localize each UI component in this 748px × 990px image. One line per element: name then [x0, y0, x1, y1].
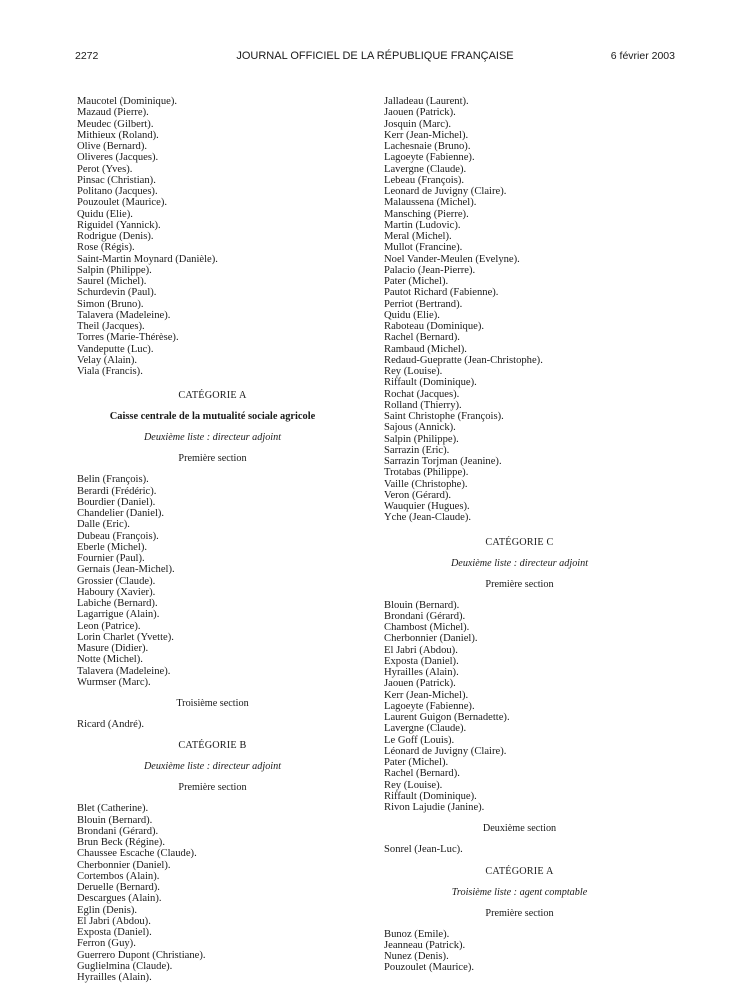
right-column — [384, 96, 656, 974]
list-item: Saint-Martin Moynard (Danièle). — [77, 253, 218, 265]
list-item: Oliveres (Jacques). — [77, 152, 159, 164]
list-item: Masure (Didier). — [77, 643, 149, 654]
list-item: Sonrel (Jean-Luc). — [384, 844, 463, 856]
left-column — [77, 96, 349, 983]
section-heading: Première section — [178, 782, 247, 794]
list-item: Labiche (Bernard). — [77, 598, 158, 609]
list-item: Mansching (Pierre). — [384, 208, 469, 220]
name-list — [77, 96, 349, 377]
list-item: Pautot Richard (Fabienne). — [384, 287, 499, 299]
list-item: Hyrailles (Alain). — [384, 667, 459, 678]
list-item: Rambaud (Michel). — [384, 343, 467, 355]
list-item: Olive (Bernard). — [77, 141, 148, 152]
list-item: Raboteau (Dominique). — [384, 321, 485, 332]
list-item: Jaouen (Patrick). — [384, 107, 456, 119]
list-item: Wurmser (Marc). — [77, 676, 151, 688]
list-item: Sajous (Annick). — [384, 422, 456, 434]
list-item: Léonard de Juvigny (Claire). — [384, 745, 507, 757]
list-item: Notte (Michel). — [77, 654, 143, 666]
list-item: Brun Beck (Régine). — [77, 837, 165, 848]
list-item: Leon (Patrice). — [77, 620, 141, 632]
list-item: Kerr (Jean-Michel). — [384, 689, 469, 701]
list-item: Talavera (Madeleine). — [77, 665, 171, 677]
list-item: Bourdier (Daniel). — [77, 496, 156, 508]
list-item: Rey (Louise). — [384, 779, 443, 791]
list-item: Lagoeyte (Fabienne). — [384, 152, 475, 164]
page-number: 2272 — [75, 50, 99, 62]
list-item: Theil (Jacques). — [77, 321, 145, 332]
list-item: Dalle (Eric). — [77, 519, 130, 531]
list-item: Pouzoulet (Maurice). — [384, 962, 475, 974]
list-item: Bunoz (Emile). — [384, 928, 450, 940]
list-item: Wauquier (Hugues). — [384, 501, 470, 512]
list-item: Guglielmina (Claude). — [77, 960, 173, 972]
name-list — [384, 844, 656, 855]
list-item: Veron (Gérard). — [384, 489, 452, 501]
list-item: Malaussena (Michel). — [384, 197, 477, 209]
list-item: Brondani (Gérard). — [77, 825, 159, 837]
list-item: Eglin (Denis). — [77, 904, 138, 916]
list-item: Rolland (Thierry). — [384, 399, 462, 411]
list-item: Josquin (Marc). — [384, 118, 452, 130]
list-item: Eberle (Michel). — [77, 541, 148, 553]
list-item: Politano (Jacques). — [77, 186, 158, 197]
section-heading: Deuxième section — [482, 823, 557, 835]
list-item: Deruelle (Bernard). — [77, 882, 160, 893]
list-item: Rodrigue (Denis). — [77, 231, 154, 242]
list-item: Lebeau (François). — [384, 174, 465, 186]
list-item: Lavergne (Claude). — [384, 723, 467, 735]
list-item: Lagarrigue (Alain). — [77, 609, 160, 621]
list-item: Riffault (Dominique). — [384, 377, 477, 389]
list-item: Salpin (Philippe). — [384, 433, 459, 445]
list-item: El Jabri (Abdou). — [384, 644, 458, 656]
list-item: Viala (Francis). — [77, 366, 143, 377]
list-item: Lagoeyte (Fabienne). — [384, 700, 475, 712]
list-item: El Jabri (Abdou). — [77, 915, 151, 927]
list-item: Chambost (Michel). — [384, 622, 470, 633]
list-title: Troisième liste : agent comptable — [451, 886, 588, 898]
list-item: Yche (Jean-Claude). — [384, 512, 472, 524]
list-item: Maucotel (Dominique). — [77, 96, 178, 107]
list-item: Ferron (Guy). — [77, 938, 136, 950]
section-heading: Première section — [485, 907, 554, 919]
list-item: Lorin Charlet (Yvette). — [77, 631, 174, 643]
list-item: Cherbonnier (Daniel). — [77, 859, 171, 871]
list-item: Pater (Michel). — [384, 276, 449, 287]
list-item: Exposta (Daniel). — [77, 927, 152, 938]
list-item: Perriot (Bertrand). — [384, 298, 463, 310]
journal-title: JOURNAL OFFICIEL DE LA RÉPUBLIQUE FRANÇAISE — [236, 50, 514, 62]
list-item: Rivon Lajudie (Janine). — [384, 802, 485, 813]
list-item: Le Goff (Louis). — [384, 734, 455, 746]
list-item: Jeanneau (Patrick). — [384, 939, 466, 951]
name-list — [77, 719, 349, 730]
list-item: Berardi (Frédéric). — [77, 485, 157, 497]
list-item: Sarrazin Torjman (Jeanine). — [384, 456, 502, 467]
list-item: Dubeau (François). — [77, 530, 159, 542]
list-item: Pouzoulet (Maurice). — [77, 197, 168, 209]
list-item: Rochat (Jacques). — [384, 388, 460, 400]
publication-date: 6 février 2003 — [610, 50, 675, 62]
name-list — [77, 803, 349, 983]
list-item: Pinsac (Christian). — [77, 174, 156, 186]
list-item: Ricard (André). — [77, 719, 145, 730]
list-item: Noel Vander-Meulen (Evelyne). — [384, 253, 520, 265]
list-item: Mithieux (Roland). — [77, 129, 159, 141]
list-item: Meral (Michel). — [384, 231, 452, 242]
list-title: Deuxième liste : directeur adjoint — [143, 432, 282, 444]
list-item: Exposta (Daniel). — [384, 655, 459, 667]
list-item: Perot (Yves). — [77, 163, 133, 175]
list-item: Vaille (Christophe). — [384, 478, 468, 490]
list-item: Cherbonnier (Daniel). — [384, 633, 478, 645]
list-title: Deuxième liste : directeur adjoint — [143, 761, 282, 773]
list-item: Vandeputte (Luc). — [77, 343, 154, 355]
list-item: Meudec (Gilbert). — [77, 118, 154, 130]
list-item: Saint Christophe (François). — [384, 411, 504, 422]
list-item: Rachel (Bernard). — [384, 332, 460, 344]
list-item: Quidu (Elie). — [77, 208, 133, 220]
list-item: Jalladeau (Laurent). — [384, 96, 469, 107]
list-item: Blouin (Bernard). — [384, 599, 460, 611]
name-list — [384, 600, 656, 814]
list-item: Brondani (Gérard). — [384, 610, 466, 622]
list-item: Redaud-Guepratte (Jean-Christophe). — [384, 354, 543, 366]
list-item: Laurent Guigon (Bernadette). — [384, 712, 510, 723]
list-item: Fournier (Paul). — [77, 553, 145, 564]
list-item: Jaouen (Patrick). — [384, 678, 456, 690]
list-item: Talavera (Madeleine). — [77, 309, 171, 321]
list-item: Sarrazin (Eric). — [384, 444, 450, 456]
category-heading: CATÉGORIE A — [178, 390, 247, 402]
list-item: Descargues (Alain). — [77, 893, 162, 905]
list-item: Nunez (Denis). — [384, 951, 449, 962]
list-title: Deuxième liste : directeur adjoint — [450, 557, 589, 569]
list-item: Martin (Ludovic). — [384, 219, 461, 231]
section-heading: Troisième section — [176, 698, 249, 709]
list-item: Chaussee Escache (Claude). — [77, 848, 197, 860]
section-heading: Première section — [485, 578, 554, 590]
list-item: Schurdevin (Paul). — [77, 287, 157, 299]
list-item: Haboury (Xavier). — [77, 586, 156, 598]
list-item: Hyrailles (Alain). — [77, 972, 152, 983]
organisation-heading: Caisse centrale de la mutualité sociale agricole — [109, 411, 316, 423]
list-item: Simon (Bruno). — [77, 298, 144, 310]
list-item: Riguidel (Yannick). — [77, 219, 161, 231]
list-item: Pater (Michel). — [384, 757, 449, 768]
name-list — [384, 929, 656, 974]
list-item: Gernais (Jean-Michel). — [77, 564, 175, 576]
section-heading: Première section — [178, 453, 247, 465]
category-heading: CATÉGORIE C — [485, 536, 554, 548]
list-item: Grossier (Claude). — [77, 575, 156, 587]
list-item: Rey (Louise). — [384, 366, 443, 377]
list-item: Quidu (Elie). — [384, 309, 440, 321]
list-item: Mazaud (Pierre). — [77, 107, 149, 119]
list-item: Mullot (Francine). — [384, 242, 463, 254]
list-item: Kerr (Jean-Michel). — [384, 129, 469, 141]
list-item: Lavergne (Claude). — [384, 163, 467, 175]
list-item: Saurel (Michel). — [77, 276, 147, 287]
name-list — [384, 96, 656, 524]
list-item: Leonard de Juvigny (Claire). — [384, 186, 507, 197]
name-list — [77, 474, 349, 688]
list-item: Belin (François). — [77, 474, 149, 486]
list-item: Chandelier (Daniel). — [77, 508, 165, 519]
list-item: Lachesnaie (Bruno). — [384, 141, 471, 152]
list-item: Salpin (Philippe). — [77, 264, 152, 276]
list-item: Rose (Régis). — [77, 242, 135, 254]
list-item: Blouin (Bernard). — [77, 814, 153, 826]
list-item: Trotabas (Philippe). — [384, 467, 469, 479]
list-item: Torres (Marie-Thérèse). — [77, 332, 179, 344]
category-heading: CATÉGORIE B — [178, 740, 247, 752]
list-item: Rachel (Bernard). — [384, 768, 460, 780]
page-header — [75, 50, 675, 66]
list-item: Guerrero Dupont (Christiane). — [77, 949, 206, 961]
list-item: Riffault (Dominique). — [384, 790, 477, 802]
list-item: Blet (Catherine). — [77, 803, 149, 815]
list-item: Cortembos (Alain). — [77, 870, 160, 882]
list-item: Velay (Alain). — [77, 354, 138, 366]
list-item: Palacio (Jean-Pierre). — [384, 264, 476, 276]
category-heading: CATÉGORIE A — [485, 865, 554, 877]
